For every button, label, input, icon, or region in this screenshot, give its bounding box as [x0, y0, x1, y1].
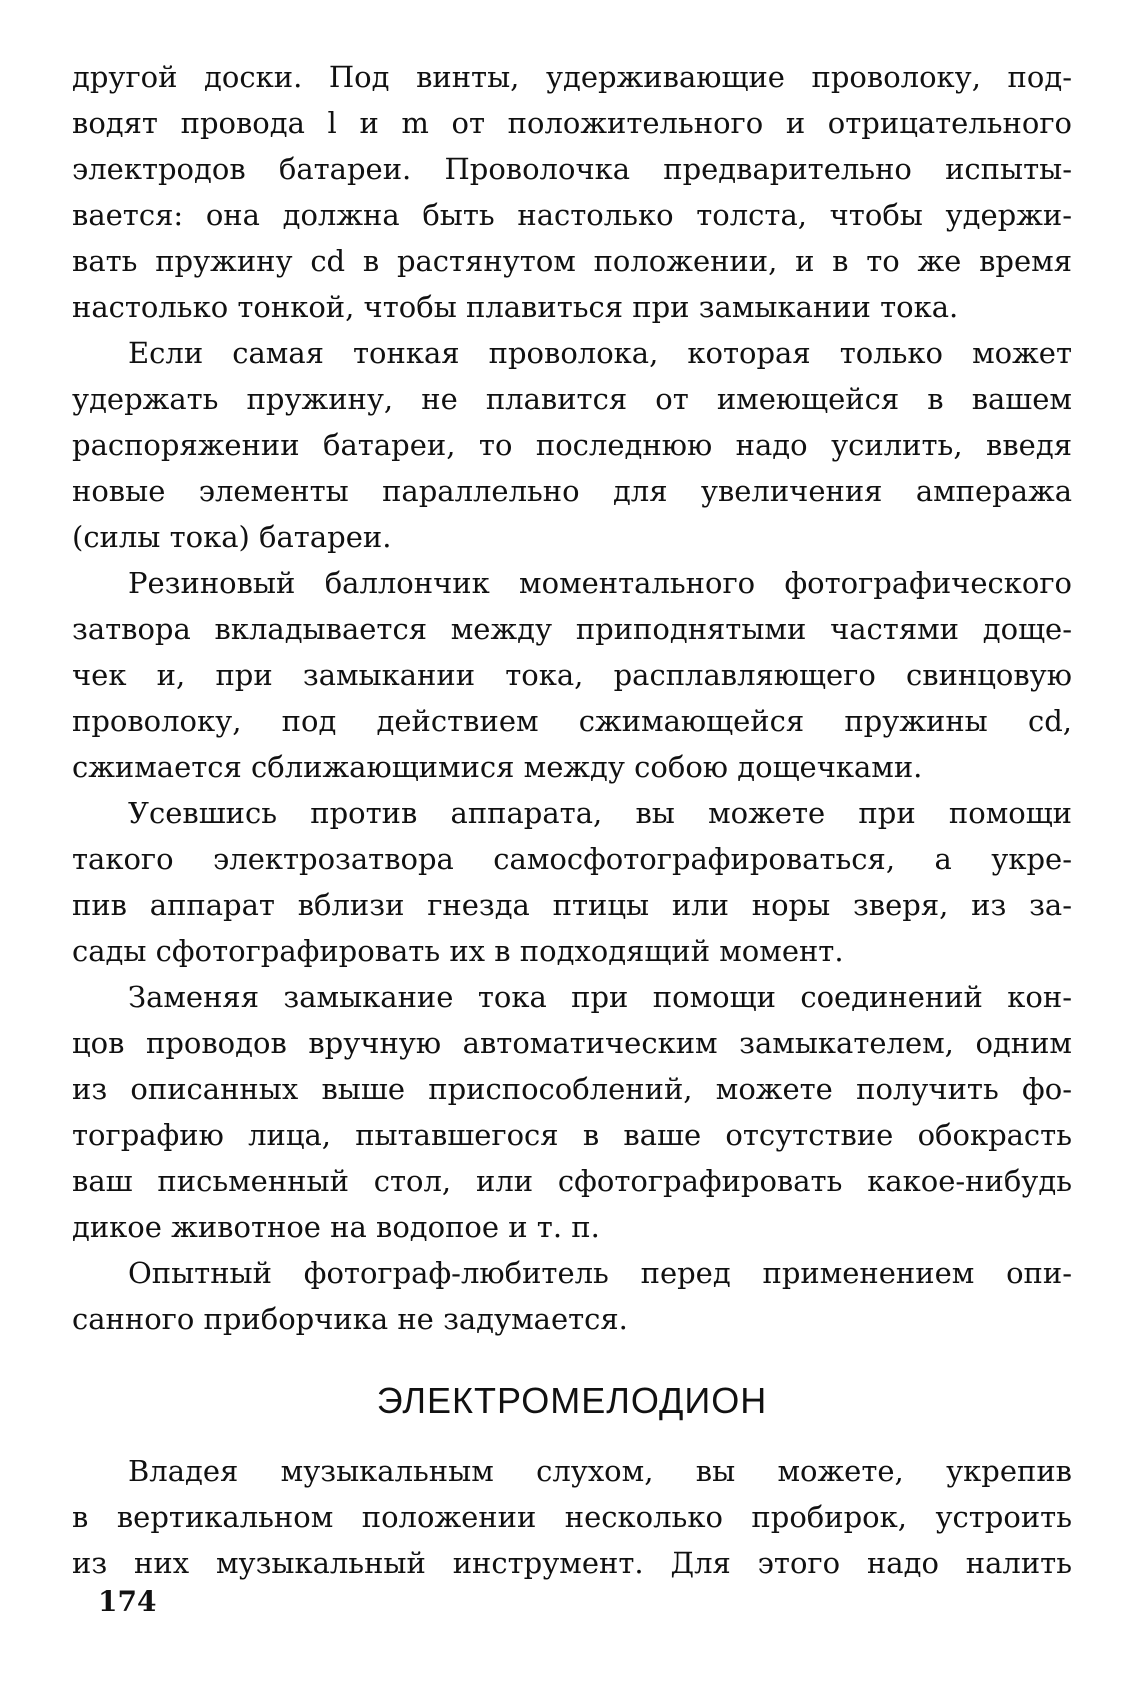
page-body	[72, 54, 1072, 1586]
text-line: вать пружину cd в растянутом положении, и в то же время	[72, 244, 1072, 278]
text-line: новые элементы параллельно для увеличения ампеража	[72, 474, 1072, 508]
text-line: настолько тонкой, чтобы плавиться при замыкании тока.	[72, 290, 959, 324]
text-line: ваш письменный стол, или сфотографировать какое-нибудь	[72, 1164, 1072, 1198]
text-line: пив аппарат вблизи гнезда птицы или норы зверя, из за-	[72, 888, 1072, 922]
section-heading: ЭЛЕКТРОМЕЛОДИОН	[376, 1380, 768, 1421]
text-line: такого электрозатвора самосфотографироваться, а укре-	[72, 842, 1072, 876]
text-line: в вертикальном положении несколько пробирок, устроить	[72, 1500, 1072, 1534]
text-line: удержать пружину, не плавится от имеющейся в вашем	[72, 382, 1072, 416]
paragraph-p4	[72, 790, 1072, 974]
text-line: цов проводов вручную автоматическим замыкателем, одним	[72, 1026, 1072, 1060]
text-line: из них музыкальный инструмент. Для этого надо налить	[72, 1546, 1072, 1580]
text-before-heading	[72, 54, 1072, 1342]
text-line: Опытный фотограф-любитель перед применением опи-	[128, 1256, 1072, 1290]
text-line: (силы тока) батареи.	[72, 520, 392, 554]
text-line: водят провода l и m от положительного и отрицательного	[72, 106, 1072, 140]
text-line: дикое животное на водопое и т. п.	[72, 1210, 600, 1244]
text-line: санного приборчика не задумается.	[72, 1302, 628, 1336]
text-line: сады сфотографировать их в подходящий момент.	[72, 934, 844, 968]
text-line: чек и, при замыкании тока, расплавляющего свинцовую	[72, 658, 1072, 692]
text-line: затвора вкладывается между приподнятыми частями доще-	[72, 612, 1072, 646]
text-line: Владея музыкальным слухом, вы можете, укрепив	[128, 1454, 1072, 1488]
text-line: тографию лица, пытавшегося в ваше отсутствие обокрасть	[72, 1118, 1072, 1152]
paragraph-p2	[72, 330, 1072, 560]
text-line: распоряжении батареи, то последнюю надо усилить, введя	[72, 428, 1072, 462]
paragraph-p1	[72, 54, 1072, 330]
text-line: электродов батареи. Проволочка предварительно испыты-	[72, 152, 1072, 186]
paragraph-p3	[72, 560, 1072, 790]
text-line: из описанных выше приспособлений, можете получить фо-	[72, 1072, 1072, 1106]
paragraph-p5	[72, 974, 1072, 1250]
text-line: сжимается сближающимися между собою дощечками.	[72, 750, 923, 784]
paragraph-p6	[72, 1250, 1072, 1342]
text-line: Заменяя замыкание тока при помощи соединений кон-	[128, 980, 1072, 1014]
text-line: проволоку, под действием сжимающейся пружины cd,	[72, 704, 1072, 738]
text-line: Усевшись против аппарата, вы можете при помощи	[128, 796, 1072, 830]
text-line: Резиновый баллончик моментального фотографического	[128, 566, 1072, 600]
text-line: вается: она должна быть настолько толста, чтобы удержи-	[72, 198, 1072, 232]
text-line: другой доски. Под винты, удерживающие проволоку, под-	[72, 60, 1072, 94]
paragraph-p7	[72, 1448, 1072, 1586]
page-number: 174	[98, 1585, 157, 1618]
text-line: Если самая тонкая проволока, которая только может	[128, 336, 1072, 370]
text-after-heading	[72, 1448, 1072, 1586]
